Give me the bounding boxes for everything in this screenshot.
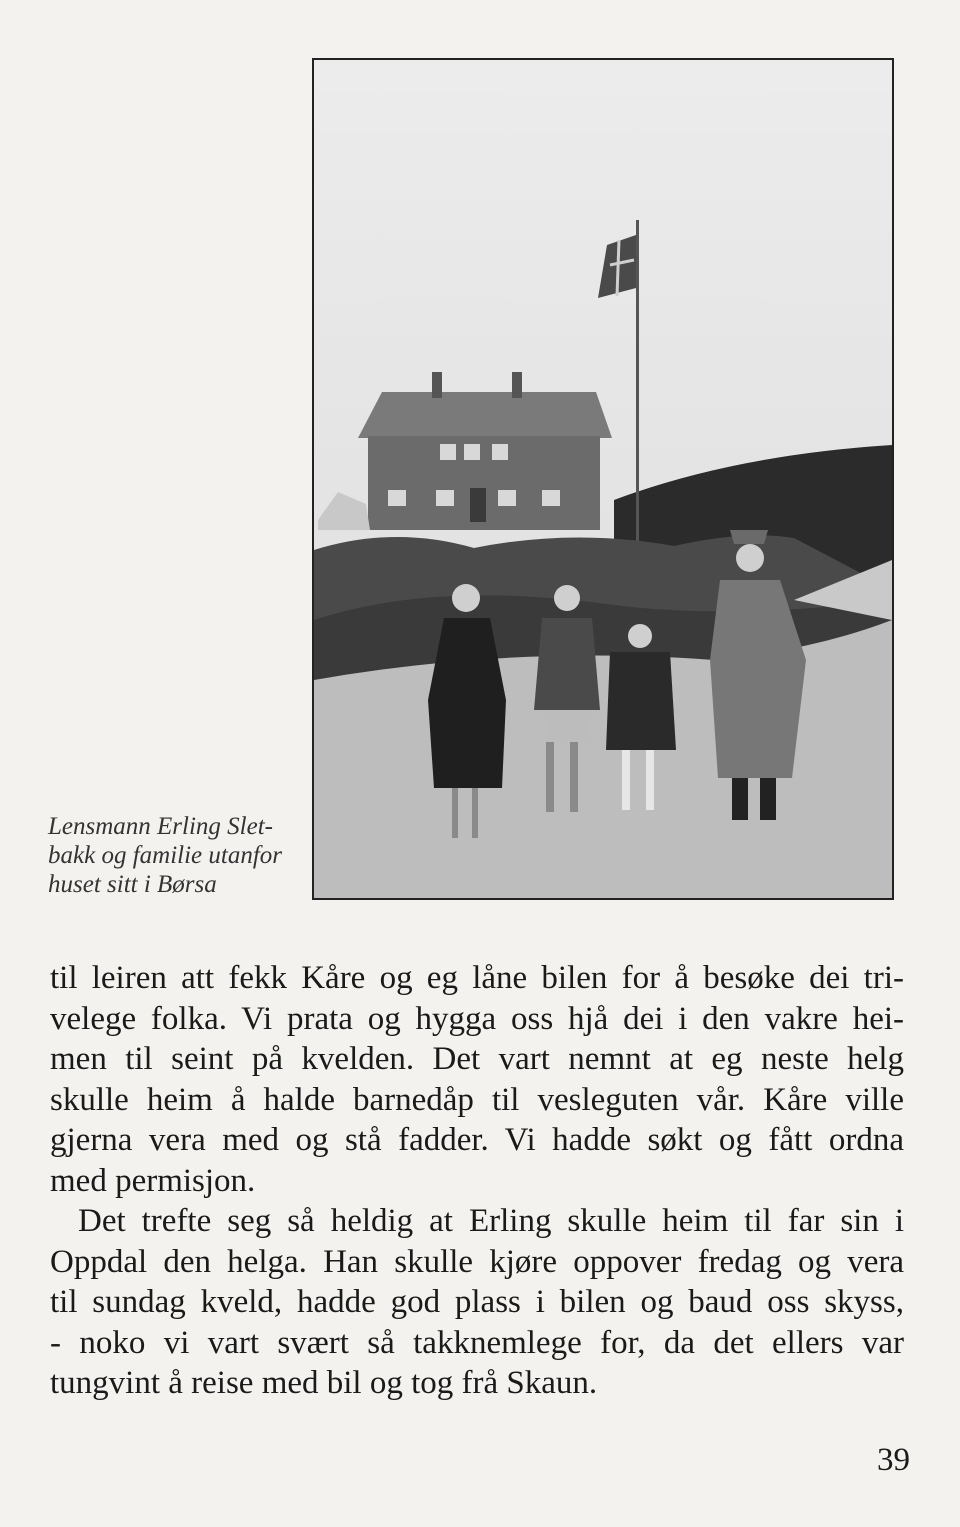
text-line: til leiren att fekk Kåre og eg låne bilen for å besøke dei tri- (50, 960, 904, 996)
photo-illustration (314, 60, 892, 898)
text-line: - noko vi vart svært så takknemlege for, da det ellers var (50, 1324, 904, 1361)
caption-line: bakk og familie utanfor (48, 842, 282, 869)
paragraph-1 (50, 958, 904, 1201)
flagpole (636, 220, 639, 550)
text-line: skulle heim å halde barnedåp til vesleguten vår. Kåre ville (50, 1081, 904, 1118)
caption-line: huset sitt i Børsa (48, 871, 217, 898)
text-line: men til seint på kvelden. Det vart nemnt at eg neste helg (50, 1041, 904, 1077)
text-line: Det trefte seg så heldig at Erling skulle heim til far sin i (78, 1203, 904, 1239)
family-photo (312, 58, 894, 900)
text-line: Oppdal den helga. Han skulle kjøre oppover fredag og vera (50, 1243, 904, 1280)
page-number: 39 (877, 1442, 910, 1478)
house (358, 372, 612, 530)
text-line: til sundag kveld, hadde god plass i bilen og baud oss skyss, (50, 1284, 904, 1320)
caption-line: Lensmann Erling Slet- (48, 813, 273, 840)
body-text (50, 958, 904, 1404)
text-line: med permisjon. (50, 1162, 256, 1199)
photo-caption (48, 812, 298, 899)
text-line: velege folka. Vi prata og hygga oss hjå dei i den vakre hei- (50, 1000, 904, 1037)
paragraph-2 (50, 1201, 904, 1404)
text-line: gjerna vera med og stå fadder. Vi hadde søkt og fått ordna (50, 1122, 904, 1158)
text-line: tungvint å reise med bil og tog frå Skaun. (50, 1365, 598, 1401)
